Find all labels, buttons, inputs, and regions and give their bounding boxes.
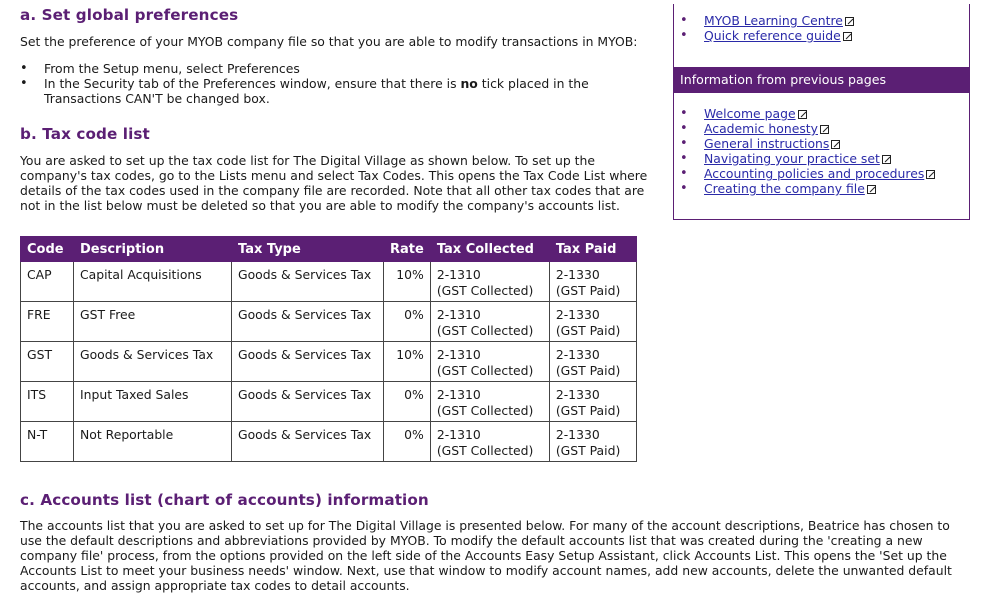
accounts-list-intro: The accounts list that you are asked to set up for The Digital Village is presented below. For many of the account descriptions, Beatrice has chosen to use the default descriptions and abbreviations provided by MYOB. To modify the default accounts list that was created during the 'creating a new company file' process, from the options provided on the left side of the Accounts Easy Setup Assistant, click Accounts List. This opens the 'Set up the Accounts List to meet your business needs' window. Next, use that window to modify account names, add new accounts, delete the unwanted default accounts, and assign appropriate tax codes to detail accounts.: [20, 518, 952, 593]
external-link-icon: [843, 32, 852, 41]
cell-rate: 10%: [384, 262, 431, 302]
external-link-icon: [831, 140, 840, 149]
step-item: • From the Setup menu, select Preferences: [20, 61, 640, 76]
external-link-icon: [867, 185, 876, 194]
external-link-icon: [926, 170, 935, 179]
cell-code: FRE: [21, 302, 74, 342]
cell-tax-paid: 2-1330 (GST Paid): [549, 302, 636, 342]
sidebar-link-quick-reference-guide[interactable]: • Quick reference guide: [680, 28, 854, 43]
previous-pages-links: [680, 106, 935, 196]
cell-tax-collected: 2-1310 (GST Collected): [430, 382, 549, 422]
sidebar-link-myob-learning-centre[interactable]: • MYOB Learning Centre: [680, 13, 854, 28]
col-description: Description: [74, 237, 232, 262]
sidebar-link-navigating-practice-set[interactable]: • Navigating your practice set: [680, 151, 935, 166]
external-link-icon: [798, 110, 807, 119]
cell-description: Input Taxed Sales: [74, 382, 232, 422]
heading-tax-code-list: b. Tax code list: [20, 125, 150, 143]
table-header-row: [21, 237, 637, 262]
cell-tax-type: Goods & Services Tax: [232, 302, 384, 342]
resource-links: [680, 13, 854, 43]
col-tax-type: Tax Type: [232, 237, 384, 262]
step-item: • In the Security tab of the Preferences window, ensure that there is no tick placed in the Transactions CAN'T be changed box.: [20, 76, 640, 106]
cell-tax-collected: 2-1310 (GST Collected): [430, 422, 549, 462]
sidebar-panel: [673, 4, 970, 220]
cell-tax-paid: 2-1330 (GST Paid): [549, 342, 636, 382]
cell-rate: 0%: [384, 302, 431, 342]
cell-code: GST: [21, 342, 74, 382]
cell-tax-paid: 2-1330 (GST Paid): [549, 422, 636, 462]
cell-tax-type: Goods & Services Tax: [232, 382, 384, 422]
tax-code-table: [20, 236, 637, 462]
cell-tax-type: Goods & Services Tax: [232, 422, 384, 462]
cell-code: ITS: [21, 382, 74, 422]
sidebar-link-academic-honesty[interactable]: • Academic honesty: [680, 121, 935, 136]
table-row: [21, 342, 637, 382]
cell-code: N-T: [21, 422, 74, 462]
cell-description: Goods & Services Tax: [74, 342, 232, 382]
table-row: [21, 382, 637, 422]
cell-rate: 10%: [384, 342, 431, 382]
cell-description: Capital Acquisitions: [74, 262, 232, 302]
external-link-icon: [882, 155, 891, 164]
heading-accounts-list: c. Accounts list (chart of accounts) information: [20, 491, 429, 509]
cell-rate: 0%: [384, 422, 431, 462]
preferences-steps: [20, 61, 640, 106]
cell-code: CAP: [21, 262, 74, 302]
table-row: [21, 302, 637, 342]
cell-tax-collected: 2-1310 (GST Collected): [430, 262, 549, 302]
cell-tax-paid: 2-1330 (GST Paid): [549, 262, 636, 302]
cell-tax-collected: 2-1310 (GST Collected): [430, 342, 549, 382]
cell-tax-collected: 2-1310 (GST Collected): [430, 302, 549, 342]
cell-rate: 0%: [384, 382, 431, 422]
preferences-intro: Set the preference of your MYOB company file so that you are able to modify transactions in MYOB:: [20, 34, 638, 49]
cell-tax-type: Goods & Services Tax: [232, 262, 384, 302]
sidebar-link-general-instructions[interactable]: • General instructions: [680, 136, 935, 151]
col-code: Code: [21, 237, 74, 262]
external-link-icon: [820, 125, 829, 134]
tax-code-intro: You are asked to set up the tax code list for The Digital Village as shown below. To set up the company's tax codes, go to the Lists menu and select Tax Codes. This opens the Tax Code List where details of the tax codes used in the company file are recorded. Note that all other tax codes that are not in the list below must be deleted so that you are able to modify the company's accounts list.: [20, 153, 648, 213]
sidebar-heading: Information from previous pages: [674, 67, 969, 93]
col-rate: Rate: [384, 237, 431, 262]
cell-description: GST Free: [74, 302, 232, 342]
cell-description: Not Reportable: [74, 422, 232, 462]
emphasis-no: no: [460, 76, 478, 91]
cell-tax-type: Goods & Services Tax: [232, 342, 384, 382]
sidebar-link-welcome-page[interactable]: • Welcome page: [680, 106, 935, 121]
external-link-icon: [845, 17, 854, 26]
sidebar-link-creating-company-file[interactable]: • Creating the company file: [680, 181, 935, 196]
table-row: [21, 262, 637, 302]
heading-set-global-preferences: a. Set global preferences: [20, 6, 239, 24]
table-row: [21, 422, 637, 462]
col-tax-collected: Tax Collected: [430, 237, 549, 262]
cell-tax-paid: 2-1330 (GST Paid): [549, 382, 636, 422]
col-tax-paid: Tax Paid: [549, 237, 636, 262]
sidebar-link-accounting-policies[interactable]: • Accounting policies and procedures: [680, 166, 935, 181]
